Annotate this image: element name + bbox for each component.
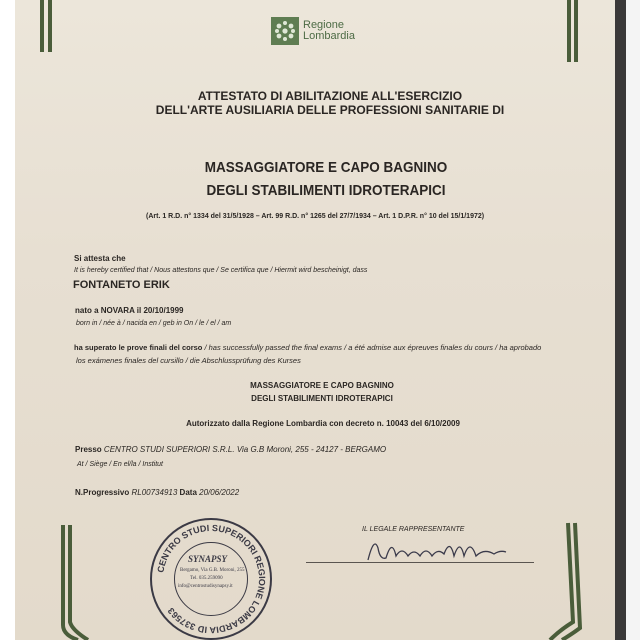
svg-text:CENTRO STUDI SUPERIORI REGIONE: CENTRO STUDI SUPERIORI REGIONE LOMBARDIA ID 337563 [155,522,268,636]
institute-value: CENTRO STUDI SUPERIORI S.R.L. Via G.B Moroni, 255 - 24127 - BERGAMO [103,445,387,454]
authorization-decree: Autorizzato dalla Regione Lombardia con decreto n. 10043 del 6/10/2009 [186,419,460,428]
rosa-camuna-icon [271,17,299,45]
certify-translation: It is hereby certified that / Nous attestons que / Se certifica que / Hiermit wird bescheinigt, dass [74,267,368,274]
institute-line [75,445,386,454]
institute-stamp [150,518,272,640]
date-label: Data [179,488,197,497]
signature-label: IL LEGALE RAPPRESENTANTE [362,526,465,533]
profession-line1: MASSAGGIATORE E CAPO BAGNINO [204,159,448,176]
course-line2: DEGLI STABILIMENTI IDROTERAPICI [251,394,393,403]
title-line1: ATTESTATO DI ABILITAZIONE ALL'ESERCIZIO [197,89,463,103]
passed-line1 [74,343,541,352]
title-line2: DELL'ARTE AUSILIARIA DELLE PROFESSIONI SANITARIE DI [155,103,505,117]
certify-label: Si attesta che [74,254,126,263]
regione-lombardia-logo [271,17,355,45]
birth-translation: born in / née à / nacida en / geb in On / le / el / am [76,320,232,327]
profession-line2: DEGLI STABILIMENTI IDROTERAPICI [206,182,446,199]
progressive-label: N.Progressivo [75,488,130,497]
course-line1: MASSAGGIATORE E CAPO BAGNINO [250,381,394,390]
legal-reference: (Art. 1 R.D. n° 1334 del 31/5/1928 – Art. 99 R.D. n° 1265 del 27/7/1934 – Art. 1 D.P.R. n° 10 del 15/1/1972) [146,213,485,220]
logo-line2: Lombardia [303,30,355,42]
institute-label: Presso [75,445,102,454]
passed-translation-2: los exámenes finales del cursillo / die Abschlussprüfung des Kurses [76,356,301,365]
passed-label: ha superato le prove finali del corso [74,343,203,352]
birth-info: nato a NOVARA il 20/10/1999 [75,306,184,315]
stamp-address: Bergamo, Via G.B. Moroni, 255 [180,568,245,573]
date-value: 20/06/2022 [199,488,240,497]
stamp-tel: Tel. 035.259090 [190,576,223,581]
signature-line [306,562,534,563]
stamp-email: info@centrostudisynapsy.it [178,584,233,589]
logo-line1: Regione [303,19,344,31]
progressive-line [75,488,239,497]
progressive-value: RL00734913 [131,488,178,497]
certified-person-name: FONTANETO ERIK [73,279,170,291]
signature-icon [360,534,520,564]
institute-translation: At / Siège / En el/la / Institut [77,461,163,468]
passed-translation-1: / has successfully passed the final exams / a été admise aux épreuves finales du cours / ha aprobado [202,343,542,352]
stamp-name: SYNAPSY [188,554,228,564]
